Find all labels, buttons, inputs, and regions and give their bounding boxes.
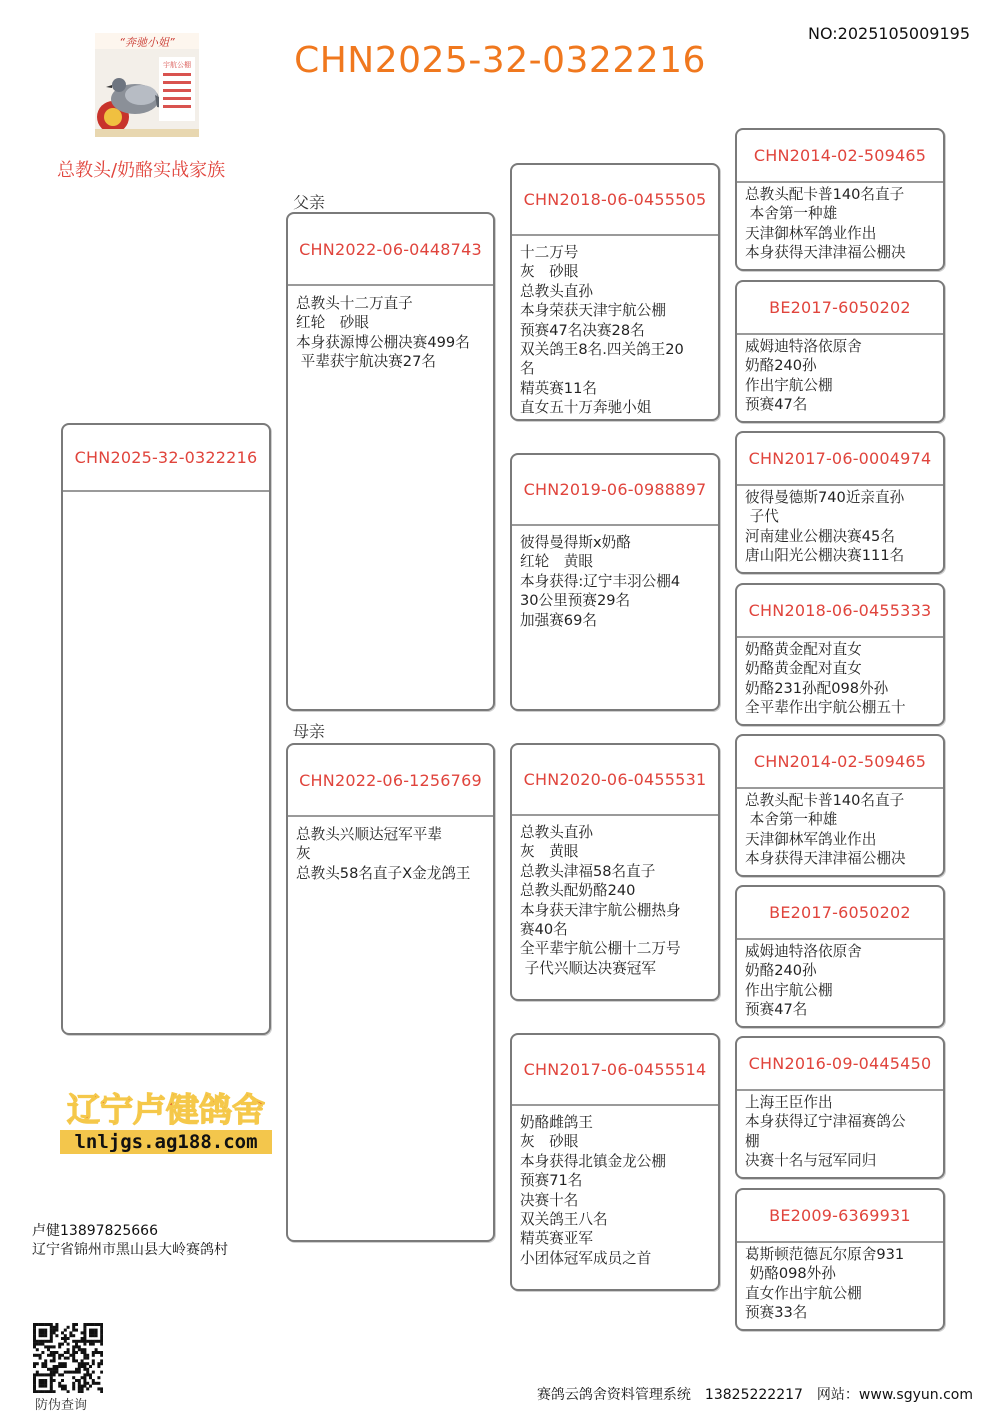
note-line: 上海王臣作出 [745,1094,833,1111]
note-line: 子代兴顺达决赛冠军 [520,959,656,977]
note-line: 名 [520,360,535,378]
grandparent-card [510,163,720,421]
mother-label: 母亲 [293,722,326,741]
note-line: 全平辈宇航公棚十二万号 [520,940,681,958]
mother-notes [288,817,493,883]
note-line: 天津御林军鸽业作出 [745,224,877,242]
note-line: 总教头配卡普140名直子 [745,186,905,203]
note-line: 十二万号 [520,244,579,261]
note-line: 预赛47名 [745,396,808,414]
note-line: 本身获得:辽宁丰羽公棚4 [520,572,681,590]
note-line: 双关鸽王八名 [520,1211,608,1229]
subject-card [61,423,271,1035]
footer-system-info: 赛鸽云鸽舍资料管理系统 13825222217 网站：www.sgyun.com [536,1387,973,1403]
grandparent-notes [512,1106,718,1268]
note-line: 作出宇航公棚 [745,376,833,394]
great-grandparent-card [735,128,945,271]
note-line: 灰 砂眼 [520,263,579,281]
loft-stamp-url: lnljgs.ag188.com [74,1131,258,1153]
note-line: 小团体冠军成员之首 [520,1249,652,1267]
note-line: 奶酪240孙 [745,962,817,980]
contact-block [32,1222,228,1260]
great-grandparent-card [735,431,945,574]
qr-label: 防伪查询 [35,1398,88,1413]
family-title: 总教头/奶酪实战家族 [57,160,226,181]
great-grandparent-ring: CHN2016-09-0445450 [737,1038,943,1091]
note-line: 预赛33名 [745,1304,808,1322]
grandparent-card [510,1033,720,1291]
note-line: 河南建业公棚决赛45名 [745,527,895,545]
note-line: 本舍第一种雄 [745,205,838,223]
grandparent-ring: CHN2018-06-0455505 [512,165,718,236]
great-grandparent-card [735,1188,945,1331]
note-line: 预赛71名 [520,1172,583,1190]
note-line: 奶酪240孙 [745,357,817,375]
great-grandparent-card [735,885,945,1028]
note-line: 平辈获宇航决赛27名 [296,353,436,371]
contact-address: 辽宁省锦州市黑山县大岭赛鸽村 [32,1242,228,1258]
note-line: 总教头直孙 [520,824,593,841]
note-line: 本身获得北镇金龙公棚 [520,1152,666,1170]
note-line: 威姆迪特洛依原舍 [745,943,862,960]
note-line: 本身获天津宇航公棚热身 [520,901,681,919]
logo-side-text: 宇航公棚 [163,61,191,69]
note-line: 总教头十二万直子 [296,295,413,312]
great-grandparent-notes [737,940,943,1020]
father-notes [288,286,493,372]
note-line: 总教头直孙 [520,282,593,300]
great-grandparent-notes [737,183,943,263]
note-line: 本身获得天津津福公棚决 [745,244,906,262]
grandparent-card [510,453,720,711]
qr-code-icon[interactable] [33,1323,103,1393]
certificate-number: NO:2025105009195 [807,24,970,43]
note-line: 双关鸽王8名.四关鸽王20 [520,341,684,359]
note-line: 葛斯顿范德瓦尔原舍931 [745,1246,905,1263]
father-label: 父亲 [293,193,326,212]
note-line: 总教头配卡普140名直子 [745,792,905,809]
great-grandparent-ring: BE2009-6369931 [737,1190,943,1243]
loft-stamp-title: 辽宁卢健鸽舍 [67,1090,265,1129]
grandparent-ring: CHN2020-06-0455531 [512,745,718,816]
great-grandparent-notes [737,335,943,415]
loft-logo-image [95,33,199,137]
note-line: 彼得曼得斯x奶酪 [520,534,631,551]
note-line: 灰 [296,845,311,863]
great-grandparent-ring: CHN2018-06-0455333 [737,585,943,638]
note-line: 红轮 黄眼 [520,553,593,571]
note-line: 决赛十名与冠军同归 [745,1152,877,1170]
page-title-ring-number: CHN2025-32-0322216 [294,40,706,81]
contact-phone: 卢健13897825666 [32,1223,158,1239]
grandparent-ring: CHN2017-06-0455514 [512,1035,718,1106]
mother-ring: CHN2022-06-1256769 [288,745,493,817]
note-line: 总教头配奶酪240 [520,882,636,900]
grandparent-notes [512,526,718,630]
great-grandparent-card [735,280,945,423]
grandparent-notes [512,236,718,418]
subject-notes [63,492,269,499]
note-line: 奶酪098外孙 [745,1265,836,1283]
note-line: 唐山阳光公棚决赛111名 [745,547,905,565]
father-ring: CHN2022-06-0448743 [288,214,493,286]
grandparent-card [510,743,720,1001]
note-line: 预赛47名决赛28名 [520,321,645,339]
logo-caption: “奔驰小姐” [119,36,175,49]
note-line: 红轮 砂眼 [296,314,369,332]
note-line: 奶酪黄金配对直女 [745,660,862,678]
note-line: 加强赛69名 [520,611,597,629]
note-line: 棚 [745,1132,760,1150]
father-card [286,212,495,711]
note-line: 赛40名 [520,921,568,939]
note-line: 直女作出宇航公棚 [745,1284,862,1302]
great-grandparent-notes [737,1243,943,1323]
great-grandparent-ring: CHN2017-06-0004974 [737,433,943,486]
note-line: 精英赛11名 [520,379,597,397]
great-grandparent-notes [737,638,943,718]
note-line: 本身获源博公棚决赛499名 [296,333,470,351]
subject-ring: CHN2025-32-0322216 [63,425,269,492]
note-line: 本身荣获天津宇航公棚 [520,302,666,320]
note-line: 天津御林军鸽业作出 [745,830,877,848]
great-grandparent-ring: CHN2014-02-509465 [737,736,943,789]
great-grandparent-card [735,734,945,877]
note-line: 总教头兴顺达冠军平辈 [296,826,442,843]
note-line: 总教头58名直子X金龙鸽王 [296,864,471,882]
note-line: 奶酪雌鸽王 [520,1114,593,1131]
note-line: 奶酪黄金配对直女 [745,641,862,658]
grandparent-ring: CHN2019-06-0988897 [512,455,718,526]
note-line: 本身获得天津津福公棚决 [745,850,906,868]
note-line: 威姆迪特洛依原舍 [745,338,862,355]
great-grandparent-notes [737,486,943,566]
note-line: 全平辈作出宇航公棚五十 [745,699,906,717]
note-line: 作出宇航公棚 [745,981,833,999]
note-line: 灰 砂眼 [520,1133,579,1151]
great-grandparent-ring: CHN2014-02-509465 [737,130,943,183]
note-line: 子代 [745,508,779,526]
great-grandparent-card [735,1036,945,1179]
great-grandparent-ring: BE2017-6050202 [737,282,943,335]
note-line: 30公里预赛29名 [520,592,631,610]
note-line: 决赛十名 [520,1191,579,1209]
note-line: 精英赛亚军 [520,1230,593,1248]
great-grandparent-notes [737,789,943,869]
loft-stamp [60,1083,272,1157]
note-line: 灰 黄眼 [520,843,579,861]
note-line: 总教头津福58名直子 [520,862,656,880]
note-line: 本身获得辽宁津福赛鸽公 [745,1113,906,1131]
grandparent-notes [512,816,718,978]
mother-card [286,743,495,1242]
great-grandparent-card [735,583,945,726]
note-line: 本舍第一种雄 [745,811,838,829]
great-grandparent-notes [737,1091,943,1171]
note-line: 彼得曼德斯740近亲直孙 [745,489,905,506]
note-line: 预赛47名 [745,1001,808,1019]
note-line: 直女五十万奔驰小姐 [520,399,652,417]
note-line: 奶酪231孙配098外孙 [745,679,889,697]
great-grandparent-ring: BE2017-6050202 [737,887,943,940]
